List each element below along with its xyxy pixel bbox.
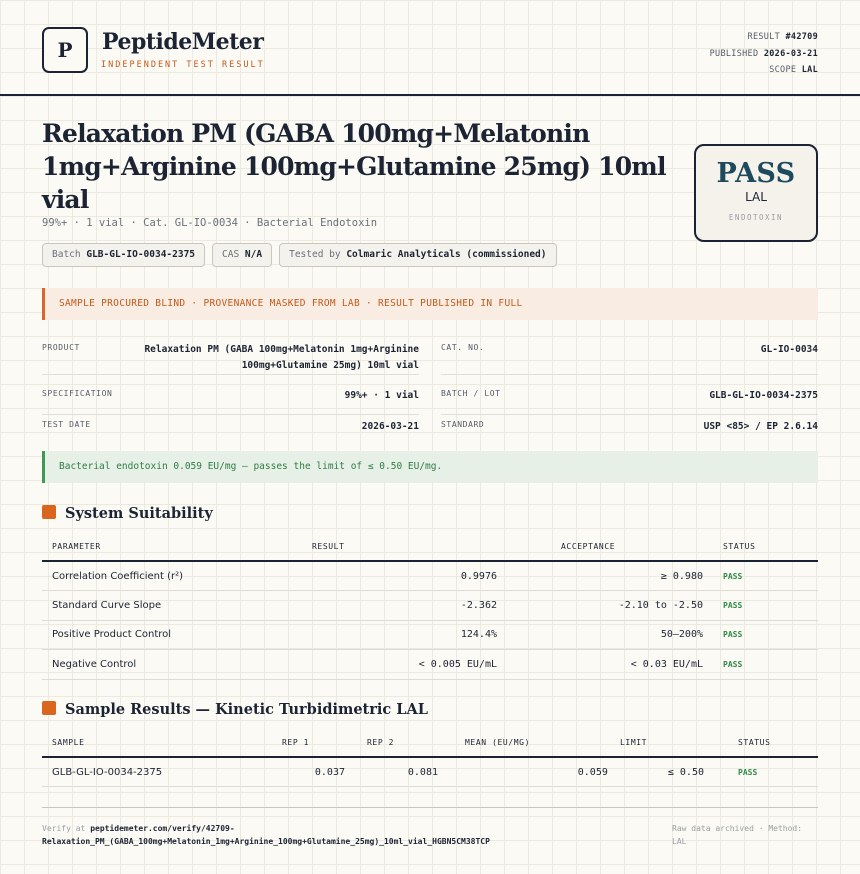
verify-note (42, 822, 490, 848)
section-marker-icon (42, 701, 56, 715)
suitability-heading-text: System Suitability (65, 505, 213, 522)
verdict-method: LAL (745, 190, 767, 204)
parameter-cell: Standard Curve Slope (42, 591, 302, 621)
published-line (710, 46, 818, 63)
archived-note: Raw data archived · Method: LAL (672, 824, 803, 846)
column-header: STATUS (713, 533, 818, 561)
result-id: #42709 (785, 32, 818, 42)
table-row (42, 561, 818, 591)
status-badge: PASS (713, 561, 818, 591)
cas-chip-label: CAS (222, 249, 240, 260)
brand-name: PeptideMeter (102, 29, 264, 55)
section-marker-icon (42, 505, 56, 519)
detail-product (42, 338, 419, 375)
verify-link-continued[interactable]: Relaxation_PM_(GABA_100mg+Melatonin_1mg+Arginine_100mg+Glutamine_25mg)_10ml_vial_HGBN5CM38TCP (42, 837, 490, 846)
result-cell: 0.9976 (302, 561, 507, 591)
published-date: 2026-03-21 (763, 48, 818, 59)
table-row (42, 620, 818, 650)
detail-value: 2026-03-21 (361, 421, 419, 432)
product-value-line1: Relaxation PM (GABA 100mg+Melatonin 1mg+Arginine (144, 344, 419, 355)
limit-header: LIMIT (620, 738, 648, 747)
acceptance-cell: < 0.03 EU/mL (507, 650, 713, 680)
scope-line (710, 62, 818, 79)
rep2-cell: 0.081 (355, 757, 448, 787)
batch-chip-label: Batch (52, 249, 81, 260)
detail-label: SPECIFICATION (42, 389, 113, 398)
result-summary: Bacterial endotoxin 0.059 EU/mg — passes the limit of ≤ 0.50 EU/mg. (42, 451, 818, 483)
status-badge: PASS (713, 650, 818, 680)
limit-value: ≤ 0.50 (667, 766, 704, 778)
report-meta (710, 29, 818, 79)
suitability-table (42, 533, 818, 680)
cas-chip-value: N/A (244, 249, 263, 260)
tested-chip-value: Colmaric Analyticals (commissioned) (346, 249, 547, 260)
suitability-heading (42, 505, 213, 522)
result-cell: -2.362 (302, 591, 507, 621)
column-header: RESULT (302, 533, 507, 561)
column-header: PARAMETER (42, 533, 302, 561)
column-header: REP 2 (355, 729, 448, 757)
result-id-line (710, 29, 818, 46)
mean-limit-cell (448, 757, 708, 787)
footer-divider (42, 807, 818, 808)
logo: P (42, 27, 88, 73)
cas-chip (212, 243, 272, 267)
table-row (42, 650, 818, 680)
column-header: SAMPLE (42, 729, 270, 757)
product-value-line2: 100mg+Glutamine 25mg) 10ml vial (241, 360, 419, 371)
detail-label: BATCH / LOT (441, 389, 501, 398)
rep1-cell: 0.037 (270, 757, 355, 787)
acceptance-cell: -2.10 to -2.50 (507, 591, 713, 621)
tested-chip-label: Tested by (289, 249, 341, 260)
detail-batch-lot (441, 384, 818, 415)
scope-label: SCOPE (769, 65, 797, 75)
product-chips (42, 243, 557, 267)
parameter-cell: Negative Control (42, 650, 302, 680)
detail-value: USP <85> / EP 2.6.14 (703, 421, 818, 432)
table-row (42, 757, 818, 787)
verdict-category: ENDOTOXIN (728, 213, 784, 222)
result-cell: < 0.005 EU/mL (302, 650, 507, 680)
acceptance-cell: 50–200% (507, 620, 713, 650)
scope-value: LAL (801, 65, 818, 75)
verdict-result: PASS (716, 158, 796, 189)
table-header-row (42, 533, 818, 561)
product-title: Relaxation PM (GABA 100mg+Melatonin 1mg+Arginine 100mg+Glutamine 25mg) 10ml vial (42, 119, 666, 214)
sample-cell: GLB-GL-IO-0034-2375 (42, 757, 270, 787)
parameter-cell: Positive Product Control (42, 620, 302, 650)
sample-results-heading (42, 701, 428, 718)
published-label: PUBLISHED (709, 48, 759, 59)
detail-label: CAT. NO. (441, 343, 485, 352)
table-row (42, 591, 818, 621)
verdict-stamp (694, 144, 818, 242)
detail-value: 99%+ · 1 vial (344, 390, 419, 401)
detail-test-date (42, 415, 419, 446)
product-subtitle: 99%+ · 1 vial · Cat. GL-IO-0034 · Bacterial Endotoxin (42, 217, 378, 229)
brand-tagline: INDEPENDENT TEST RESULT (101, 60, 265, 70)
acceptance-cell: ≥ 0.980 (507, 561, 713, 591)
detail-value: GLB-GL-IO-0034-2375 (709, 390, 818, 401)
detail-value: GL-IO-0034 (760, 344, 818, 355)
table-header-row (42, 729, 818, 757)
parameter-cell: Correlation Coefficient (r²) (42, 561, 302, 591)
tested-by-chip (279, 243, 556, 267)
sample-results-heading-text: Sample Results — Kinetic Turbidimetric LAL (65, 701, 428, 718)
column-header: REP 1 (270, 729, 355, 757)
mean-header: MEAN (EU/MG) (465, 738, 530, 747)
status-badge: PASS (713, 591, 818, 621)
column-header: ACCEPTANCE (507, 533, 713, 561)
detail-standard (441, 415, 818, 446)
column-header (448, 729, 708, 757)
mean-value: 0.059 (577, 766, 608, 778)
report-header (0, 0, 860, 96)
column-header: STATUS (708, 729, 818, 757)
detail-label: PRODUCT (42, 343, 80, 352)
batch-chip-value: GLB-GL-IO-0034-2375 (86, 249, 196, 260)
status-badge: PASS (713, 620, 818, 650)
verify-link[interactable]: peptidemeter.com/verify/42709- (90, 824, 235, 833)
detail-label: STANDARD (441, 420, 485, 429)
detail-specification (42, 384, 419, 415)
detail-label: TEST DATE (42, 420, 91, 429)
batch-chip (42, 243, 205, 267)
detail-value (144, 342, 419, 374)
sample-results-table (42, 729, 818, 787)
blind-sample-notice: SAMPLE PROCURED BLIND · PROVENANCE MASKED FROM LAB · RESULT PUBLISHED IN FULL (42, 288, 818, 320)
verify-prefix: Verify at (42, 824, 86, 833)
status-badge: PASS (708, 757, 818, 787)
result-cell: 124.4% (302, 620, 507, 650)
detail-cat-no (441, 338, 818, 375)
result-label: RESULT (747, 32, 781, 42)
